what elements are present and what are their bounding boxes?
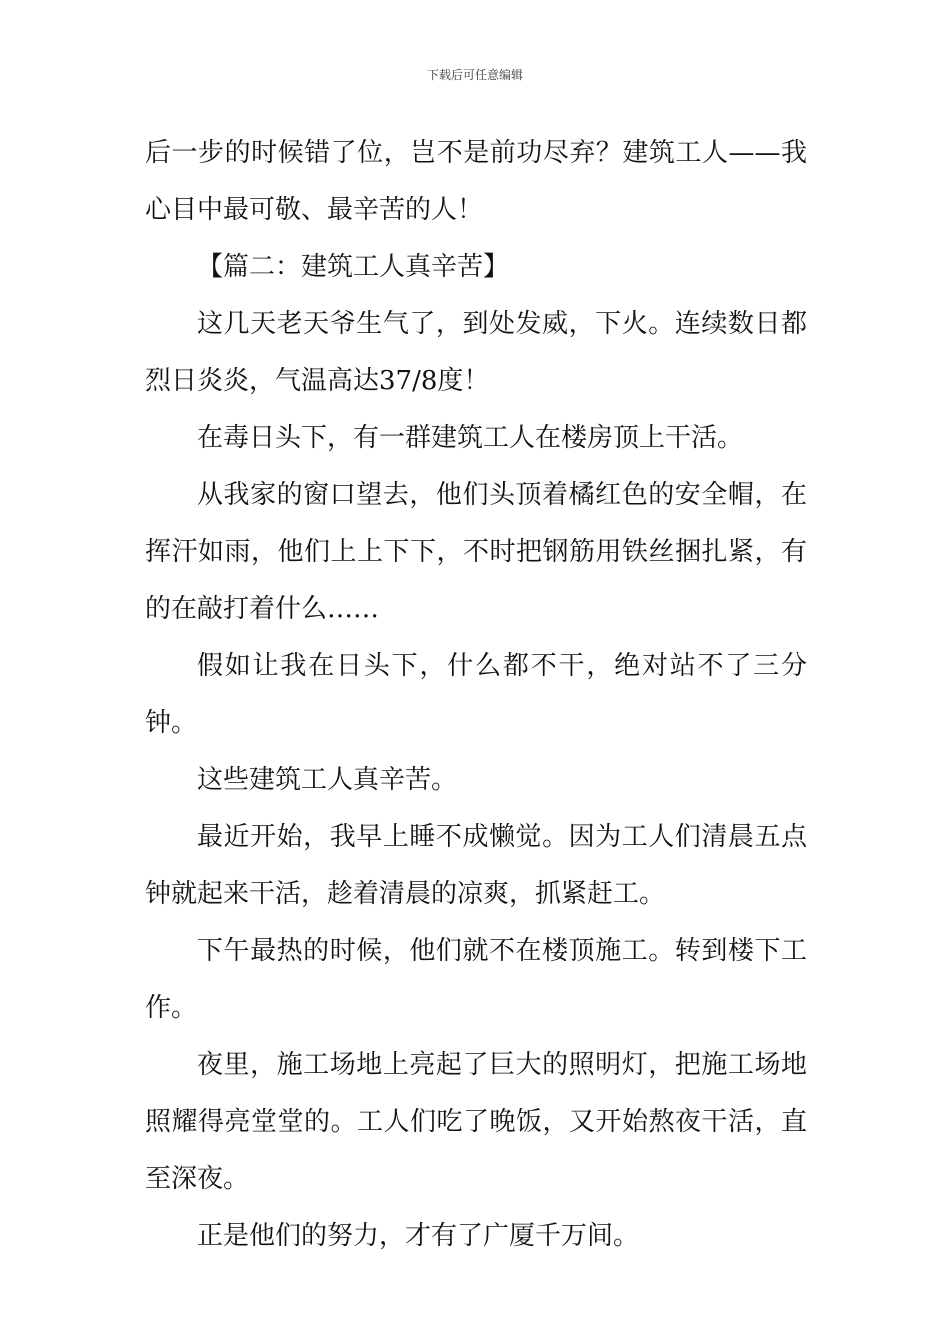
document-body xyxy=(145,125,807,1265)
paragraph: 从我家的窗口望去，他们头顶着橘红色的安全帽，在挥汗如雨，他们上上下下，不时把钢筋用铁丝捆扎紧，有的在敲打着什么…… xyxy=(145,480,807,624)
section-heading: 【篇二：建筑工人真辛苦】 xyxy=(197,252,510,282)
paragraph: 这几天老天爷生气了，到处发威，下火。连续数日都烈日炎炎，气温高达37/8度！ xyxy=(145,309,807,396)
paragraph: 假如让我在日头下，什么都不干，绝对站不了三分钟。 xyxy=(145,651,807,738)
paragraph: 下午最热的时候，他们就不在楼顶施工。转到楼下工作。 xyxy=(145,936,807,1023)
paragraph-continuation: 后一步的时候错了位，岂不是前功尽弃？建筑工人——我心目中最可敬、最辛苦的人！ xyxy=(145,138,807,225)
paragraph: 这些建筑工人真辛苦。 xyxy=(197,765,458,795)
page-header-note: 下载后可任意编辑 xyxy=(426,68,523,82)
paragraph: 最近开始，我早上睡不成懒觉。因为工人们清晨五点钟就起来干活，趁着清晨的凉爽，抓紧赶工。 xyxy=(145,822,807,909)
paragraph: 在毒日头下，有一群建筑工人在楼房顶上干活。 xyxy=(197,423,744,453)
paragraph: 正是他们的努力，才有了广厦千万间。 xyxy=(197,1221,640,1251)
paragraph: 夜里，施工场地上亮起了巨大的照明灯，把施工场地照耀得亮堂堂的。工人们吃了晚饭，又开始熬夜干活，直至深夜。 xyxy=(145,1050,807,1194)
